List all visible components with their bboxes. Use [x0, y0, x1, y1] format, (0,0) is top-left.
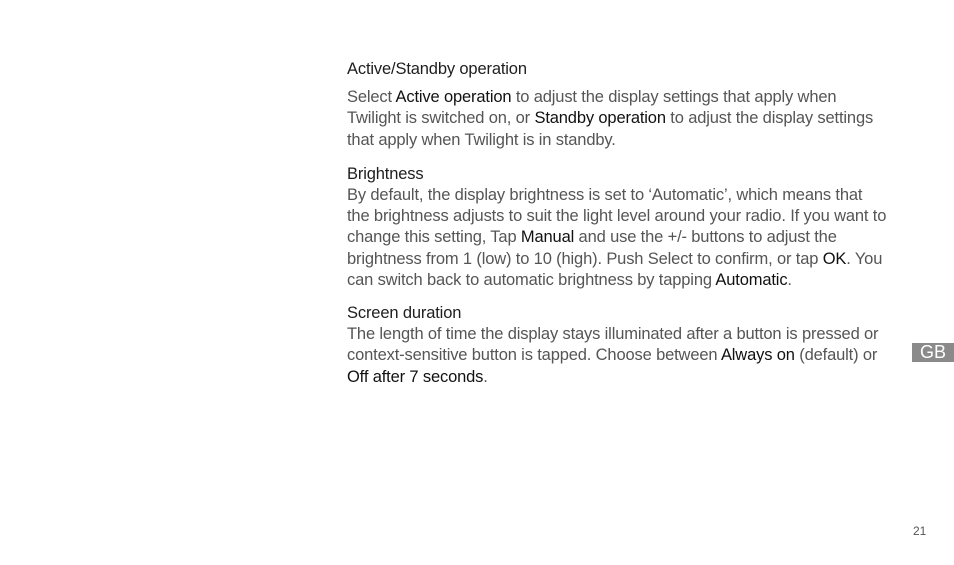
language-tab: GB [912, 343, 954, 362]
text-segment: . [787, 270, 792, 289]
text-segment: (default) or [794, 346, 878, 365]
heading-active-standby: Active/Standby operation [347, 60, 527, 78]
option-standby-operation: Standby operation [534, 109, 666, 128]
text-segment: Select [347, 88, 396, 107]
heading-brightness: Brightness [347, 164, 424, 183]
option-automatic: Automatic [715, 270, 788, 289]
option-ok: OK [822, 249, 847, 268]
manual-content [347, 59, 887, 388]
text-segment: to adjust the display settings that apply when Twilight is in standby. [347, 109, 874, 149]
option-off-after-7-seconds: Off after 7 seconds [347, 367, 484, 386]
option-always-on: Always on [720, 346, 795, 365]
page-number: 21 [913, 524, 927, 538]
paragraph-active-standby [347, 87, 887, 151]
text-segment: to adjust the display settings that apply when Twilight is switched on, or [347, 88, 837, 128]
option-active-operation: Active operation [395, 88, 512, 107]
text-segment: By default, the display brightness is set to ‘Automatic’, which means that the brightness adjusts to suit the light level around your radio. If you want to change this setting, Tap [347, 186, 887, 247]
paragraph-brightness [347, 185, 887, 291]
option-manual: Manual [520, 228, 575, 247]
text-segment: . [483, 367, 488, 386]
text-segment: . You can switch back to automatic brightness by tapping [347, 249, 883, 289]
text-segment: The length of time the display stays illuminated after a button is pressed or context-sensitive button is tapped. Choose between [347, 325, 879, 365]
text-segment: and use the +/- buttons to adjust the brightness from 1 (low) to 10 (high). Push Select to confirm, or tap [347, 228, 837, 268]
heading-screen-duration: Screen duration [347, 304, 462, 323]
paragraph-screen-duration [347, 324, 887, 388]
